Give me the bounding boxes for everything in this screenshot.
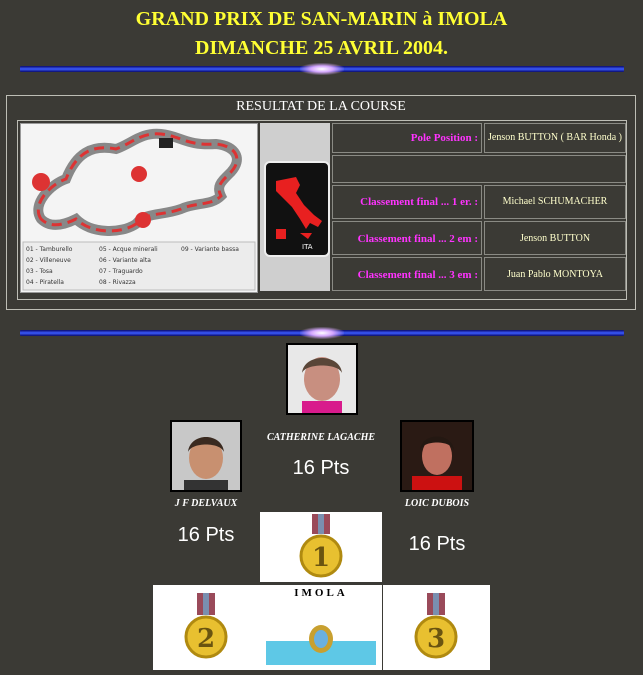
podium-step-second <box>153 585 260 670</box>
medal-second-icon <box>153 585 260 670</box>
second-place-name: J F DELVAUX <box>174 498 238 509</box>
medal-second-number: 2 <box>196 624 216 654</box>
track-legend-09: 09 - Variante bassa <box>181 246 239 253</box>
cell <box>332 155 626 183</box>
result-table <box>17 120 627 300</box>
venue-label: IMOLA <box>294 587 348 599</box>
track-legend-04: 04 - Piratella <box>26 279 64 286</box>
first-place-value: Michael SCHUMACHER <box>502 196 608 207</box>
third-place-label: Classement final ... 3 em : <box>357 269 478 281</box>
result-title: RESULTAT DE LA COURSE <box>236 99 406 114</box>
page-title-line1: GRAND PRIX DE SAN-MARIN à IMOLA <box>135 8 508 30</box>
medal-first-number: 1 <box>311 543 331 573</box>
track-legend-06: 06 - Variante alta <box>99 257 151 264</box>
third-place-name: LOIC DUBOIS <box>404 498 470 509</box>
italy-map-image <box>264 161 330 257</box>
second-place-label: Classement final ... 2 em : <box>357 233 478 245</box>
italy-map-cell <box>260 123 330 291</box>
medal-third-number: 3 <box>426 624 446 654</box>
first-place-label: Classement final ... 1 er. : <box>360 196 478 208</box>
third-place-points: 16 Pts <box>408 533 466 555</box>
track-legend-01: 01 - Tamburello <box>26 246 73 253</box>
track-legend-08: 08 - Rivazza <box>99 279 136 286</box>
divider-top <box>20 66 624 72</box>
track-legend-03: 03 - Tosa <box>26 268 53 275</box>
avatar-third-place <box>400 420 474 492</box>
medal-third-icon <box>383 585 490 670</box>
third-place-value: Juan Pablo MONTOYA <box>507 269 603 280</box>
second-place-value: Jenson BUTTON <box>519 233 591 244</box>
track-legend-02: 02 - Villeneuve <box>26 257 71 264</box>
medal-first-icon <box>260 512 382 582</box>
avatar-first-place <box>286 343 358 415</box>
second-place-points: 16 Pts <box>177 524 235 546</box>
pole-position-value: Jenson BUTTON ( BAR Honda ) <box>488 132 622 143</box>
podium-step-third <box>383 585 490 670</box>
pole-position-label: Pole Position : <box>410 132 478 144</box>
podium-step-first <box>260 512 382 582</box>
result-panel <box>6 95 636 310</box>
track-map-image <box>20 123 258 293</box>
page-title-line2: DIMANCHE 25 AVRIL 2004. <box>195 37 448 59</box>
track-legend-05: 05 - Acque minerali <box>99 246 158 253</box>
divider-middle <box>20 330 624 336</box>
first-place-points: 16 Pts <box>292 457 350 479</box>
track-legend-07: 07 - Traguardo <box>99 268 143 275</box>
italy-map-label: ITA <box>302 243 313 251</box>
first-place-name: CATHERINE LAGACHE <box>266 432 376 443</box>
avatar-second-place <box>170 420 242 492</box>
